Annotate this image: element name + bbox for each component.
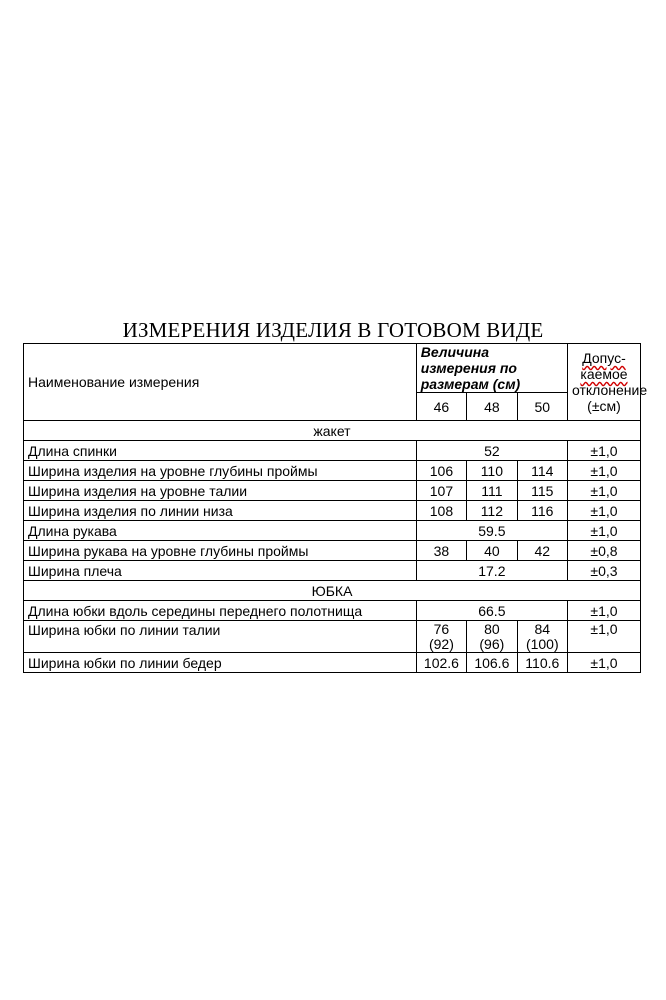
section-row-jacket (24, 421, 641, 441)
table-row (24, 481, 641, 501)
page-title: ИЗМЕРЕНИЯ ИЗДЕЛИЯ В ГОТОВОМ ВИДЕ (122, 318, 544, 342)
tolerance-value: ±1,0 (568, 501, 641, 521)
measure-name: Длина рукава (24, 521, 417, 541)
measure-name: Ширина изделия на уровне глубины проймы (24, 461, 417, 481)
section-row-skirt (24, 581, 641, 601)
measure-name: Ширина рукава на уровне глубины проймы (24, 541, 417, 561)
tolerance-value: ±1,0 (568, 653, 641, 673)
measurements-table (23, 343, 648, 673)
table-header-row (24, 344, 641, 393)
measure-value-50: 115 (517, 481, 567, 501)
table-row (24, 541, 641, 561)
table-row (24, 501, 641, 521)
value-primary: 80 (484, 621, 500, 637)
measure-value: 66.5 (416, 601, 567, 621)
table-row (24, 441, 641, 461)
value-secondary: (96) (479, 636, 505, 652)
measure-value-46: 108 (416, 501, 466, 521)
table-row (24, 621, 641, 653)
tolerance-value: ±1,0 (568, 481, 641, 501)
table-row (24, 521, 641, 541)
size-50-header: 50 (517, 393, 567, 421)
measure-value-46 (416, 621, 466, 653)
tolerance-value: ±0,3 (568, 561, 641, 581)
measure-value: 52 (416, 441, 567, 461)
table-row (24, 561, 641, 581)
measure-value-46: 106 (416, 461, 466, 481)
measure-name: Ширина плеча (24, 561, 417, 581)
table-row (24, 601, 641, 621)
tolerance-label-line4: (±см) (587, 398, 621, 414)
measure-value-48: 110 (467, 461, 517, 481)
value-primary: 76 (433, 621, 450, 637)
measure-value-50: 114 (517, 461, 567, 481)
value-secondary: (92) (428, 636, 454, 652)
measure-name: Длина юбки вдоль середины переднего полотнища (24, 601, 417, 621)
tolerance-label-line3: отклонение (572, 382, 648, 398)
tolerance-value: ±1,0 (568, 601, 641, 621)
measure-value-48: 111 (467, 481, 517, 501)
tolerance-value: ±1,0 (568, 521, 641, 541)
section-title-jacket: жакет (24, 421, 641, 441)
measure-name: Ширина юбки по линии талии (24, 621, 417, 653)
header-name-column: Наименование измерения (24, 344, 417, 421)
table-row (24, 653, 641, 673)
measure-value-50 (517, 621, 567, 653)
value-primary: 84 (534, 621, 551, 637)
measure-value-48: 106.6 (467, 653, 517, 673)
value-secondary: (100) (525, 636, 559, 652)
tolerance-label-line2: каемое (580, 366, 628, 382)
measure-value: 59.5 (416, 521, 567, 541)
header-size-column: Величина измерения по размерам (см) (416, 344, 567, 393)
measure-value-48: 112 (467, 501, 517, 521)
table-row (24, 461, 641, 481)
measure-name: Ширина юбки по линии бедер (24, 653, 417, 673)
tolerance-value: ±1,0 (568, 621, 641, 653)
measure-value-48 (467, 621, 517, 653)
tolerance-value: ±1,0 (568, 441, 641, 461)
measure-name: Длина спинки (24, 441, 417, 461)
size-46-header: 46 (416, 393, 466, 421)
measure-value-48: 40 (467, 541, 517, 561)
header-tolerance-column (568, 344, 648, 421)
measure-value: 17.2 (416, 561, 567, 581)
measure-value-46: 107 (416, 481, 466, 501)
section-title-skirt: ЮБКА (24, 581, 641, 601)
measure-value-50: 110.6 (517, 653, 567, 673)
tolerance-label-line1: Допус- (582, 350, 626, 366)
measure-name: Ширина изделия на уровне талии (24, 481, 417, 501)
measure-value-46: 102.6 (416, 653, 466, 673)
size-48-header: 48 (467, 393, 517, 421)
measure-value-50: 116 (517, 501, 567, 521)
measure-value-50: 42 (517, 541, 567, 561)
tolerance-value: ±0,8 (568, 541, 641, 561)
measure-value-46: 38 (416, 541, 466, 561)
tolerance-value: ±1,0 (568, 461, 641, 481)
measure-name: Ширина изделия по линии низа (24, 501, 417, 521)
